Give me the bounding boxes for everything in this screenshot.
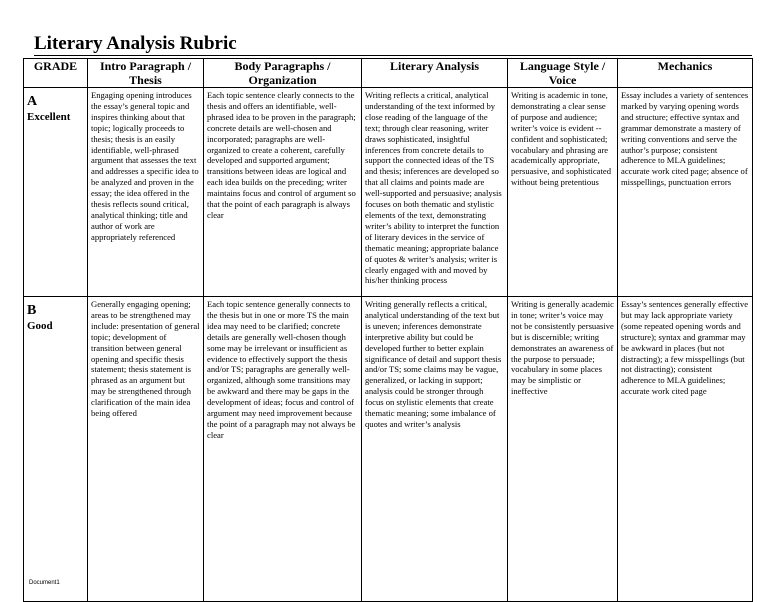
column-header-mechanics: Mechanics	[618, 59, 753, 88]
column-header-grade: GRADE	[24, 59, 88, 88]
column-header-literary-analysis: Literary Analysis	[362, 59, 508, 88]
table-row-grade-a	[24, 88, 753, 297]
intro-thesis-criteria: Generally engaging opening; areas to be strengthened may include: presentation of general topic; development of transition between general opening and specific thesis statement; thesis statement is phrased as an argument but may be strengthened through clarification of the main idea being offered	[88, 297, 204, 602]
mechanics-criteria: Essay includes a variety of sentences marked by varying opening words and structure; effective syntax and grammar demonstrate a mastery of writing conventions and serve the author’s purpose; consistent adherence to MLA guidelines; accurate work cited page; absence of misspellings, punctuation errors	[618, 88, 753, 297]
grade-cell-b	[24, 297, 88, 602]
body-organization-criteria: Each topic sentence clearly connects to the thesis and offers an identifiable, well-phrased idea to be proven in the paragraph; concrete details are well-chosen and incorporated; paragraphs are well-organized to create a coherent, carefully developed and supported argument; transitions between ideas are logical and each idea builds on the preceding; writer maintains focus and control of argument so that the point of each paragraph is always clear	[204, 88, 362, 297]
column-header-body-organization: Body Paragraphs / Organization	[204, 59, 362, 88]
column-header-intro-thesis: Intro Paragraph / Thesis	[88, 59, 204, 88]
language-style-criteria: Writing is generally academic in tone; writer’s voice may not be consistently persuasive but is discernible; writing demonstrates an awareness of the purpose to persuade; vocabulary in some places may be simplistic or ineffective	[508, 297, 618, 602]
intro-thesis-criteria: Engaging opening introduces the essay’s general topic and inspires thinking about that topic; logically proceeds to thesis; thesis is an easily identifiable, well-phrased argument that assesses the text and addresses a specific idea to be analyzed and proven in the essay; the idea offered in the thesis reflects sound critical, analytical thinking; title and author of work are appropriately referenced	[88, 88, 204, 297]
grade-letter: A	[27, 94, 38, 109]
body-organization-criteria: Each topic sentence generally connects to the thesis but in one or more TS the main idea may need to be clarified; concrete details are generally well-chosen though some may be irrelevant or insufficient as evidence to effectively support the thesis and/or TS; paragraphs are generally well-organized, although some transitions may be awkward and there may be gaps in the development of ideas; focus and control of argument may need improvement because the point of a paragraph may not always be clear	[204, 297, 362, 602]
document-footer: Document1	[29, 580, 60, 586]
table-row-grade-b	[24, 297, 753, 602]
mechanics-criteria: Essay’s sentences generally effective but may lack appropriate variety (some repeated opening words and structure); syntax and grammar may be awkward in places (but not distracting); a few misspellings (but not distracting); consistent adherence to MLA guidelines; accurate work cited page	[618, 297, 753, 602]
grade-label: Excellent	[27, 111, 71, 123]
language-style-criteria: Writing is academic in tone, demonstrating a clear sense of purpose and audience; writer’s voice is evident -- confident and sophisticated; vocabulary and phrasing are academically appropriate, persuasive, and sophisticated without being pretentious	[508, 88, 618, 297]
rubric-table	[23, 58, 753, 602]
page-title: Literary Analysis Rubric	[34, 34, 752, 56]
literary-analysis-criteria: Writing generally reflects a critical, analytical understanding of the text but is uneven; inferences demonstrate interpretive ability but could be developed further to better explain significance of detail and support thesis and/or TS; some claims may be vague, generalized, or lacking in support; analysis could be stronger through focus on stylistic elements that create thematic meaning; some imbalance of quotes and writer’s analysis	[362, 297, 508, 602]
column-header-language-style: Language Style / Voice	[508, 59, 618, 88]
grade-cell-a	[24, 88, 88, 297]
literary-analysis-criteria: Writing reflects a critical, analytical understanding of the text informed by close reading of the language of the text; through clear reasoning, writer draws sophisticated, insightful inferences from concrete details to support the connected ideas of the TS and thesis; inferences are developed so that all claims and points made are well-supported and persuasive; analysis focuses on both thematic and stylistic elements of the text, demonstrating writer’s ability to interpret the function of literary devices in the service of thematic meaning; appropriate balance of quotes & writer’s analysis; writer is clearly engaged with and moved by his/her thinking process	[362, 88, 508, 297]
grade-label: Good	[27, 320, 53, 332]
grade-letter: B	[27, 303, 37, 318]
header-row	[24, 59, 753, 88]
